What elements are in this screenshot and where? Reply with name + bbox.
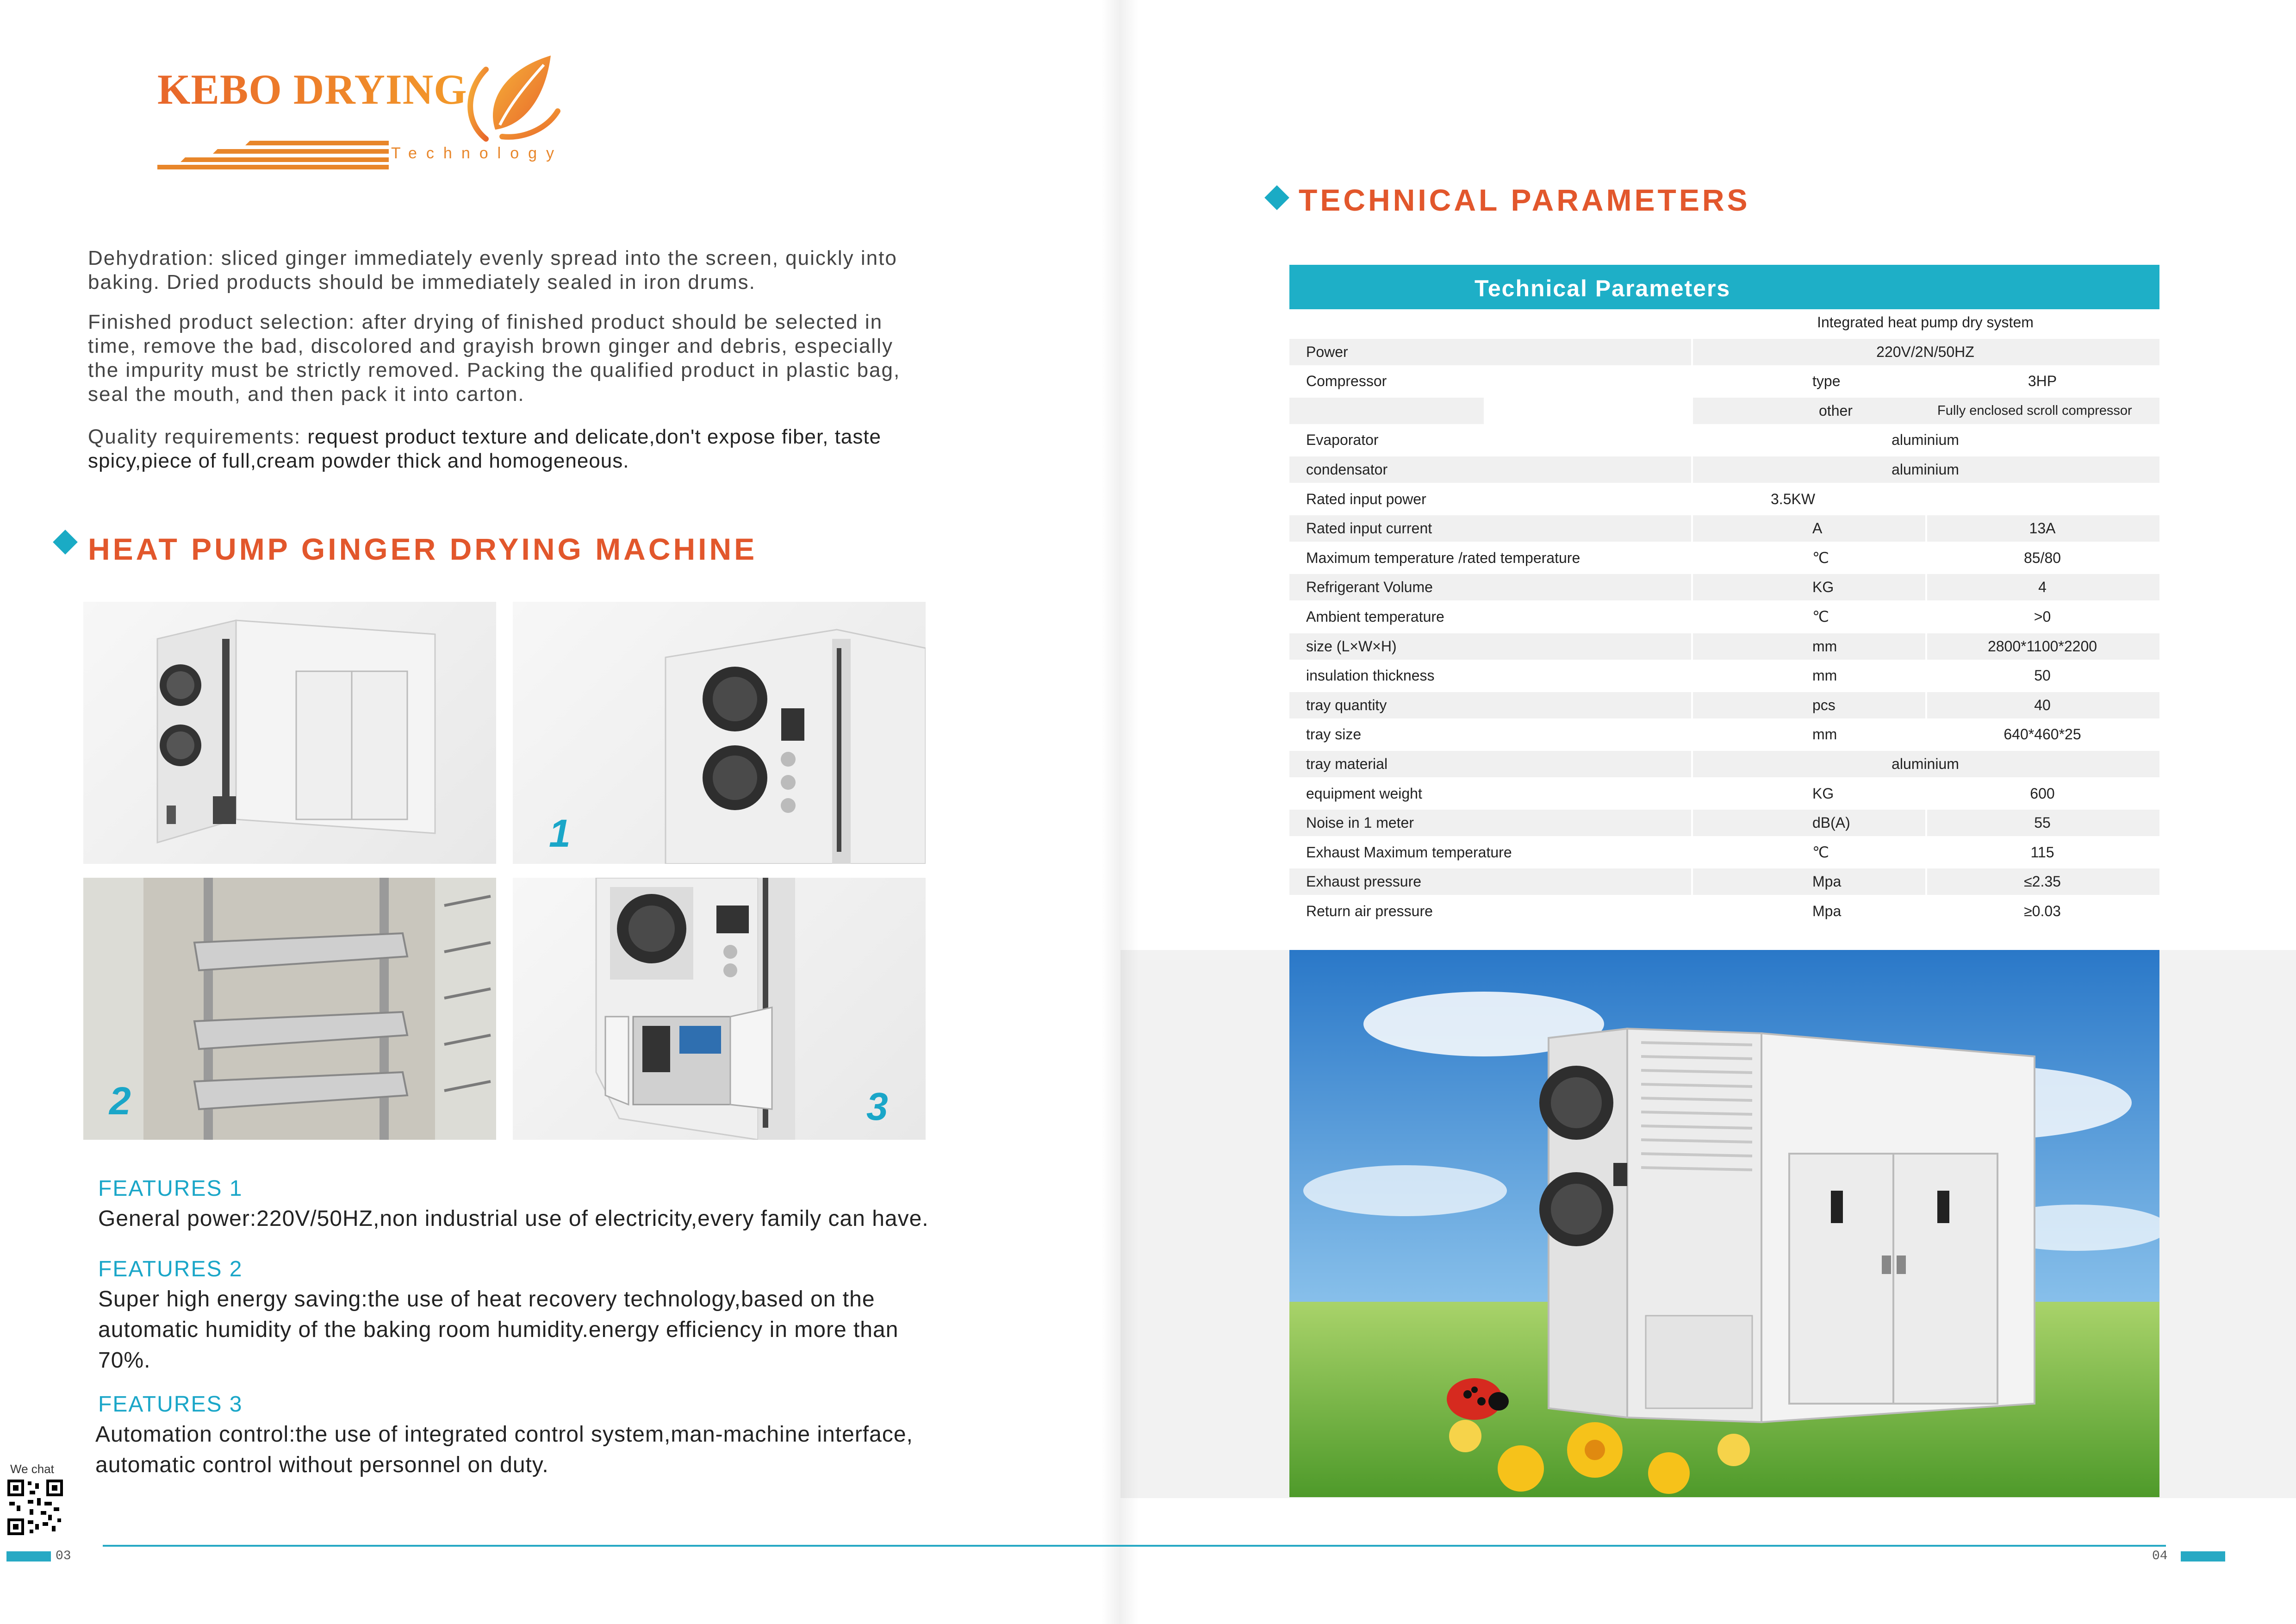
table-cell-parameter: Maximum temperature /rated temperature <box>1306 550 1580 566</box>
table-cell-parameter: Evaporator <box>1306 431 1379 448</box>
table-header <box>1289 265 2159 309</box>
page-spine <box>1101 0 1139 1624</box>
table-column-separator <box>1925 604 1927 630</box>
table-cell-value: 40 <box>2034 697 2051 713</box>
table-row <box>1289 781 2159 807</box>
table-row <box>1289 427 2159 453</box>
table-cell-parameter: Exhaust Maximum temperature <box>1306 844 1512 861</box>
logo-subtitle: Technology <box>391 144 564 162</box>
table-cell-value: 220V/2N/50HZ <box>1876 344 1974 360</box>
finished-product-paragraph: Finished product selection: after drying of finished product should be selected in time, remove the bad, discolored and grayish brown ginger and debris, especially the impurity must be strictly removed. Packing the qualified product in plastic bag, seal the mouth, and then pack it into carton. <box>88 311 901 406</box>
machine-section-heading: HEAT PUMP GINGER DRYING MACHINE <box>88 532 758 566</box>
right-page-bottom-panel <box>1120 1498 2296 1624</box>
table-cell-unit: Mpa <box>1812 903 1842 919</box>
table-column-separator <box>1691 839 1693 866</box>
table-cell-value: ≤2.35 <box>2024 873 2061 890</box>
table-cell-value: aluminium <box>1892 756 1959 772</box>
table-column-separator <box>1691 751 1693 777</box>
table-row <box>1289 368 2159 394</box>
footer-line <box>103 1545 2166 1547</box>
table-column-separator <box>1691 692 1693 718</box>
footer-left-bar <box>6 1551 51 1562</box>
feature-2-title: FEATURES 2 <box>98 1257 243 1281</box>
footer-right-bar <box>2181 1551 2225 1562</box>
photo-number-2: 2 <box>109 1079 131 1123</box>
table-cell-parameter: Rated input power <box>1306 491 1426 507</box>
table-column-separator <box>1691 574 1693 600</box>
table-cell-value: 640*460*25 <box>2004 726 2081 743</box>
page-number-right: 04 <box>2152 1549 2168 1563</box>
table-cell-unit: type <box>1812 373 1841 389</box>
table-cell-parameter: Refrigerant Volume <box>1306 579 1433 595</box>
machine-photo-side <box>513 602 926 864</box>
table-column-separator <box>1925 839 1927 866</box>
table-cell-value: Fully enclosed scroll compressor <box>1937 403 2132 418</box>
table-row <box>1289 633 2159 660</box>
table-column-separator <box>1691 515 1693 542</box>
table-column-separator <box>1691 309 1693 336</box>
table-cell-parameter: Power <box>1306 344 1348 360</box>
quality-paragraph <box>88 425 930 473</box>
table-column-separator <box>1925 662 1927 689</box>
table-cell-parameter: Rated input current <box>1306 520 1432 537</box>
table-cell-parameter: tray material <box>1306 756 1388 772</box>
quality-text: request product texture and delicate,don't expose fiber, taste spicy,piece of full,cream powder thick and homogeneous. <box>88 425 882 472</box>
table-column-separator <box>1484 398 1486 424</box>
table-cell-unit: KG <box>1812 785 1834 802</box>
logo-stripes <box>157 139 389 171</box>
table-header-title: Technical Parameters <box>1475 275 1731 301</box>
logo-brand-text: KEBO DRYING <box>157 66 467 113</box>
table-cell-value: 4 <box>2038 579 2047 595</box>
table-column-separator <box>1691 721 1693 748</box>
table-cell-parameter: Compressor <box>1306 373 1387 389</box>
table-row <box>1289 398 2159 424</box>
table-cell-unit: mm <box>1812 638 1837 655</box>
table-row <box>1289 486 2159 512</box>
table-cell-parameter: condensator <box>1306 461 1388 478</box>
table-column-separator <box>1691 604 1693 630</box>
table-cell-parameter: insulation thickness <box>1306 667 1435 684</box>
table-row <box>1289 898 2159 924</box>
table-column-separator <box>1691 868 1693 895</box>
table-cell-parameter: Exhaust pressure <box>1306 873 1422 890</box>
quality-label: Quality requirements: <box>88 425 301 448</box>
table-column-separator <box>1691 368 1693 394</box>
table-cell-unit: pcs <box>1812 697 1836 713</box>
table-column-separator <box>1691 898 1693 924</box>
page-number-left: 03 <box>56 1549 71 1563</box>
table-column-separator <box>1925 545 1927 571</box>
machine-scene-photo <box>1289 950 2159 1497</box>
table-column-separator <box>1925 781 1927 807</box>
table-cell-unit: other <box>1819 402 1853 419</box>
table-cell-value: 55 <box>2034 814 2051 831</box>
feature-3-text: Automation control:the use of integrated control system,man-machine interface, automatic control without personnel on duty. <box>95 1422 913 1477</box>
table-row <box>1289 721 2159 748</box>
table-cell-value: 2800*1100*2200 <box>1987 638 2097 655</box>
table-cell-unit: ℃ <box>1812 550 1829 566</box>
table-cell-value: Integrated heat pump dry system <box>1817 314 2034 331</box>
tray-rack-illustration <box>83 878 496 1140</box>
feature-1-text: General power:220V/50HZ,non industrial use of electricity,every family can have. <box>98 1206 929 1231</box>
table-row <box>1289 751 2159 777</box>
machine-photo-interior <box>83 878 496 1140</box>
table-cell-value: 50 <box>2034 667 2051 684</box>
table-cell-parameter: Return air pressure <box>1306 903 1433 919</box>
table-cell-parameter: size (L×W×H) <box>1306 638 1397 655</box>
table-row <box>1289 339 2159 365</box>
table-row <box>1289 662 2159 689</box>
table-row <box>1289 515 2159 542</box>
control-panel-illustration <box>513 878 926 1140</box>
wechat-label: We chat <box>10 1462 54 1476</box>
wechat-qr-code[interactable] <box>6 1478 65 1537</box>
machine-photo-control-panel <box>513 878 926 1140</box>
table-column-separator <box>1925 692 1927 718</box>
table-column-separator <box>1691 810 1693 836</box>
machine-front-illustration <box>83 602 496 864</box>
table-row <box>1289 604 2159 630</box>
meadow-machine-illustration <box>1289 950 2159 1497</box>
leaf-logo-icon <box>458 51 565 148</box>
table-column-separator <box>1925 633 1927 660</box>
table-cell-value: aluminium <box>1892 431 1959 448</box>
table-cell-unit: KG <box>1812 579 1834 595</box>
table-cell-value: ≥0.03 <box>2024 903 2061 919</box>
table-row <box>1289 456 2159 483</box>
table-column-separator <box>1691 662 1693 689</box>
machine-photo-front <box>83 602 496 864</box>
table-cell-parameter: Ambient temperature <box>1306 608 1444 625</box>
table-cell-parameter: tray size <box>1306 726 1362 743</box>
table-column-separator <box>1925 368 1927 394</box>
table-column-separator <box>1925 486 1927 512</box>
feature-2-text: Super high energy saving:the use of heat recovery technology,based on the automatic humidity of the baking room humidity.energy efficiency in more than 70%. <box>98 1287 899 1373</box>
table-cell-unit: mm <box>1812 667 1837 684</box>
table-cell-value: 115 <box>2030 844 2054 861</box>
table-column-separator <box>1691 486 1693 512</box>
table-row <box>1289 309 2159 336</box>
table-row <box>1289 574 2159 600</box>
table-row <box>1289 545 2159 571</box>
table-row <box>1289 839 2159 866</box>
table-column-separator <box>1691 781 1693 807</box>
table-cell-unit: ℃ <box>1812 608 1829 625</box>
table-cell-value: aluminium <box>1892 461 1959 478</box>
table-column-separator <box>1691 339 1693 365</box>
table-column-separator <box>1925 868 1927 895</box>
table-merged-cell <box>1484 398 1692 424</box>
table-column-separator <box>1925 721 1927 748</box>
table-column-separator <box>1925 574 1927 600</box>
machine-side-illustration <box>513 602 926 864</box>
feature-3-title: FEATURES 3 <box>98 1392 243 1417</box>
table-row <box>1289 810 2159 836</box>
table-cell-unit: 3.5KW <box>1771 491 1816 507</box>
feature-1-title: FEATURES 1 <box>98 1176 243 1201</box>
table-cell-value <box>1925 486 2159 512</box>
table-row <box>1289 692 2159 718</box>
table-column-separator <box>1925 515 1927 542</box>
table-cell-parameter: Noise in 1 meter <box>1306 814 1414 831</box>
table-column-separator <box>1691 633 1693 660</box>
table-column-separator <box>1925 810 1927 836</box>
photo-number-3: 3 <box>866 1085 888 1128</box>
table-cell-unit: ℃ <box>1812 844 1829 861</box>
table-column-separator <box>1691 456 1693 483</box>
table-cell-unit: A <box>1812 520 1823 537</box>
table-column-separator <box>1691 427 1693 453</box>
table-cell-value: 3HP <box>2028 373 2057 389</box>
heading-diamond-icon <box>53 530 78 555</box>
photo-number-1: 1 <box>549 812 571 855</box>
table-column-separator <box>1925 898 1927 924</box>
table-row <box>1289 868 2159 895</box>
table-cell-value: 600 <box>2030 785 2055 802</box>
table-cell-value: 13A <box>2029 520 2056 537</box>
table-cell-unit: dB(A) <box>1812 814 1850 831</box>
table-column-separator <box>1691 398 1693 424</box>
table-cell-parameter: equipment weight <box>1306 785 1422 802</box>
dehydration-paragraph: Dehydration: sliced ginger immediately evenly spread into the screen, quickly into baking. Dried products should be immediately sealed in iron drums. <box>88 247 897 294</box>
table-cell-value: >0 <box>2034 608 2051 625</box>
table-cell-parameter: tray quantity <box>1306 697 1387 713</box>
table-column-separator <box>1691 545 1693 571</box>
table-cell-value: 85/80 <box>2023 550 2061 566</box>
table-cell-unit: Mpa <box>1812 873 1842 890</box>
table-cell-unit: mm <box>1812 726 1837 743</box>
technical-section-heading: TECHNICAL PARAMETERS <box>1299 183 1750 217</box>
